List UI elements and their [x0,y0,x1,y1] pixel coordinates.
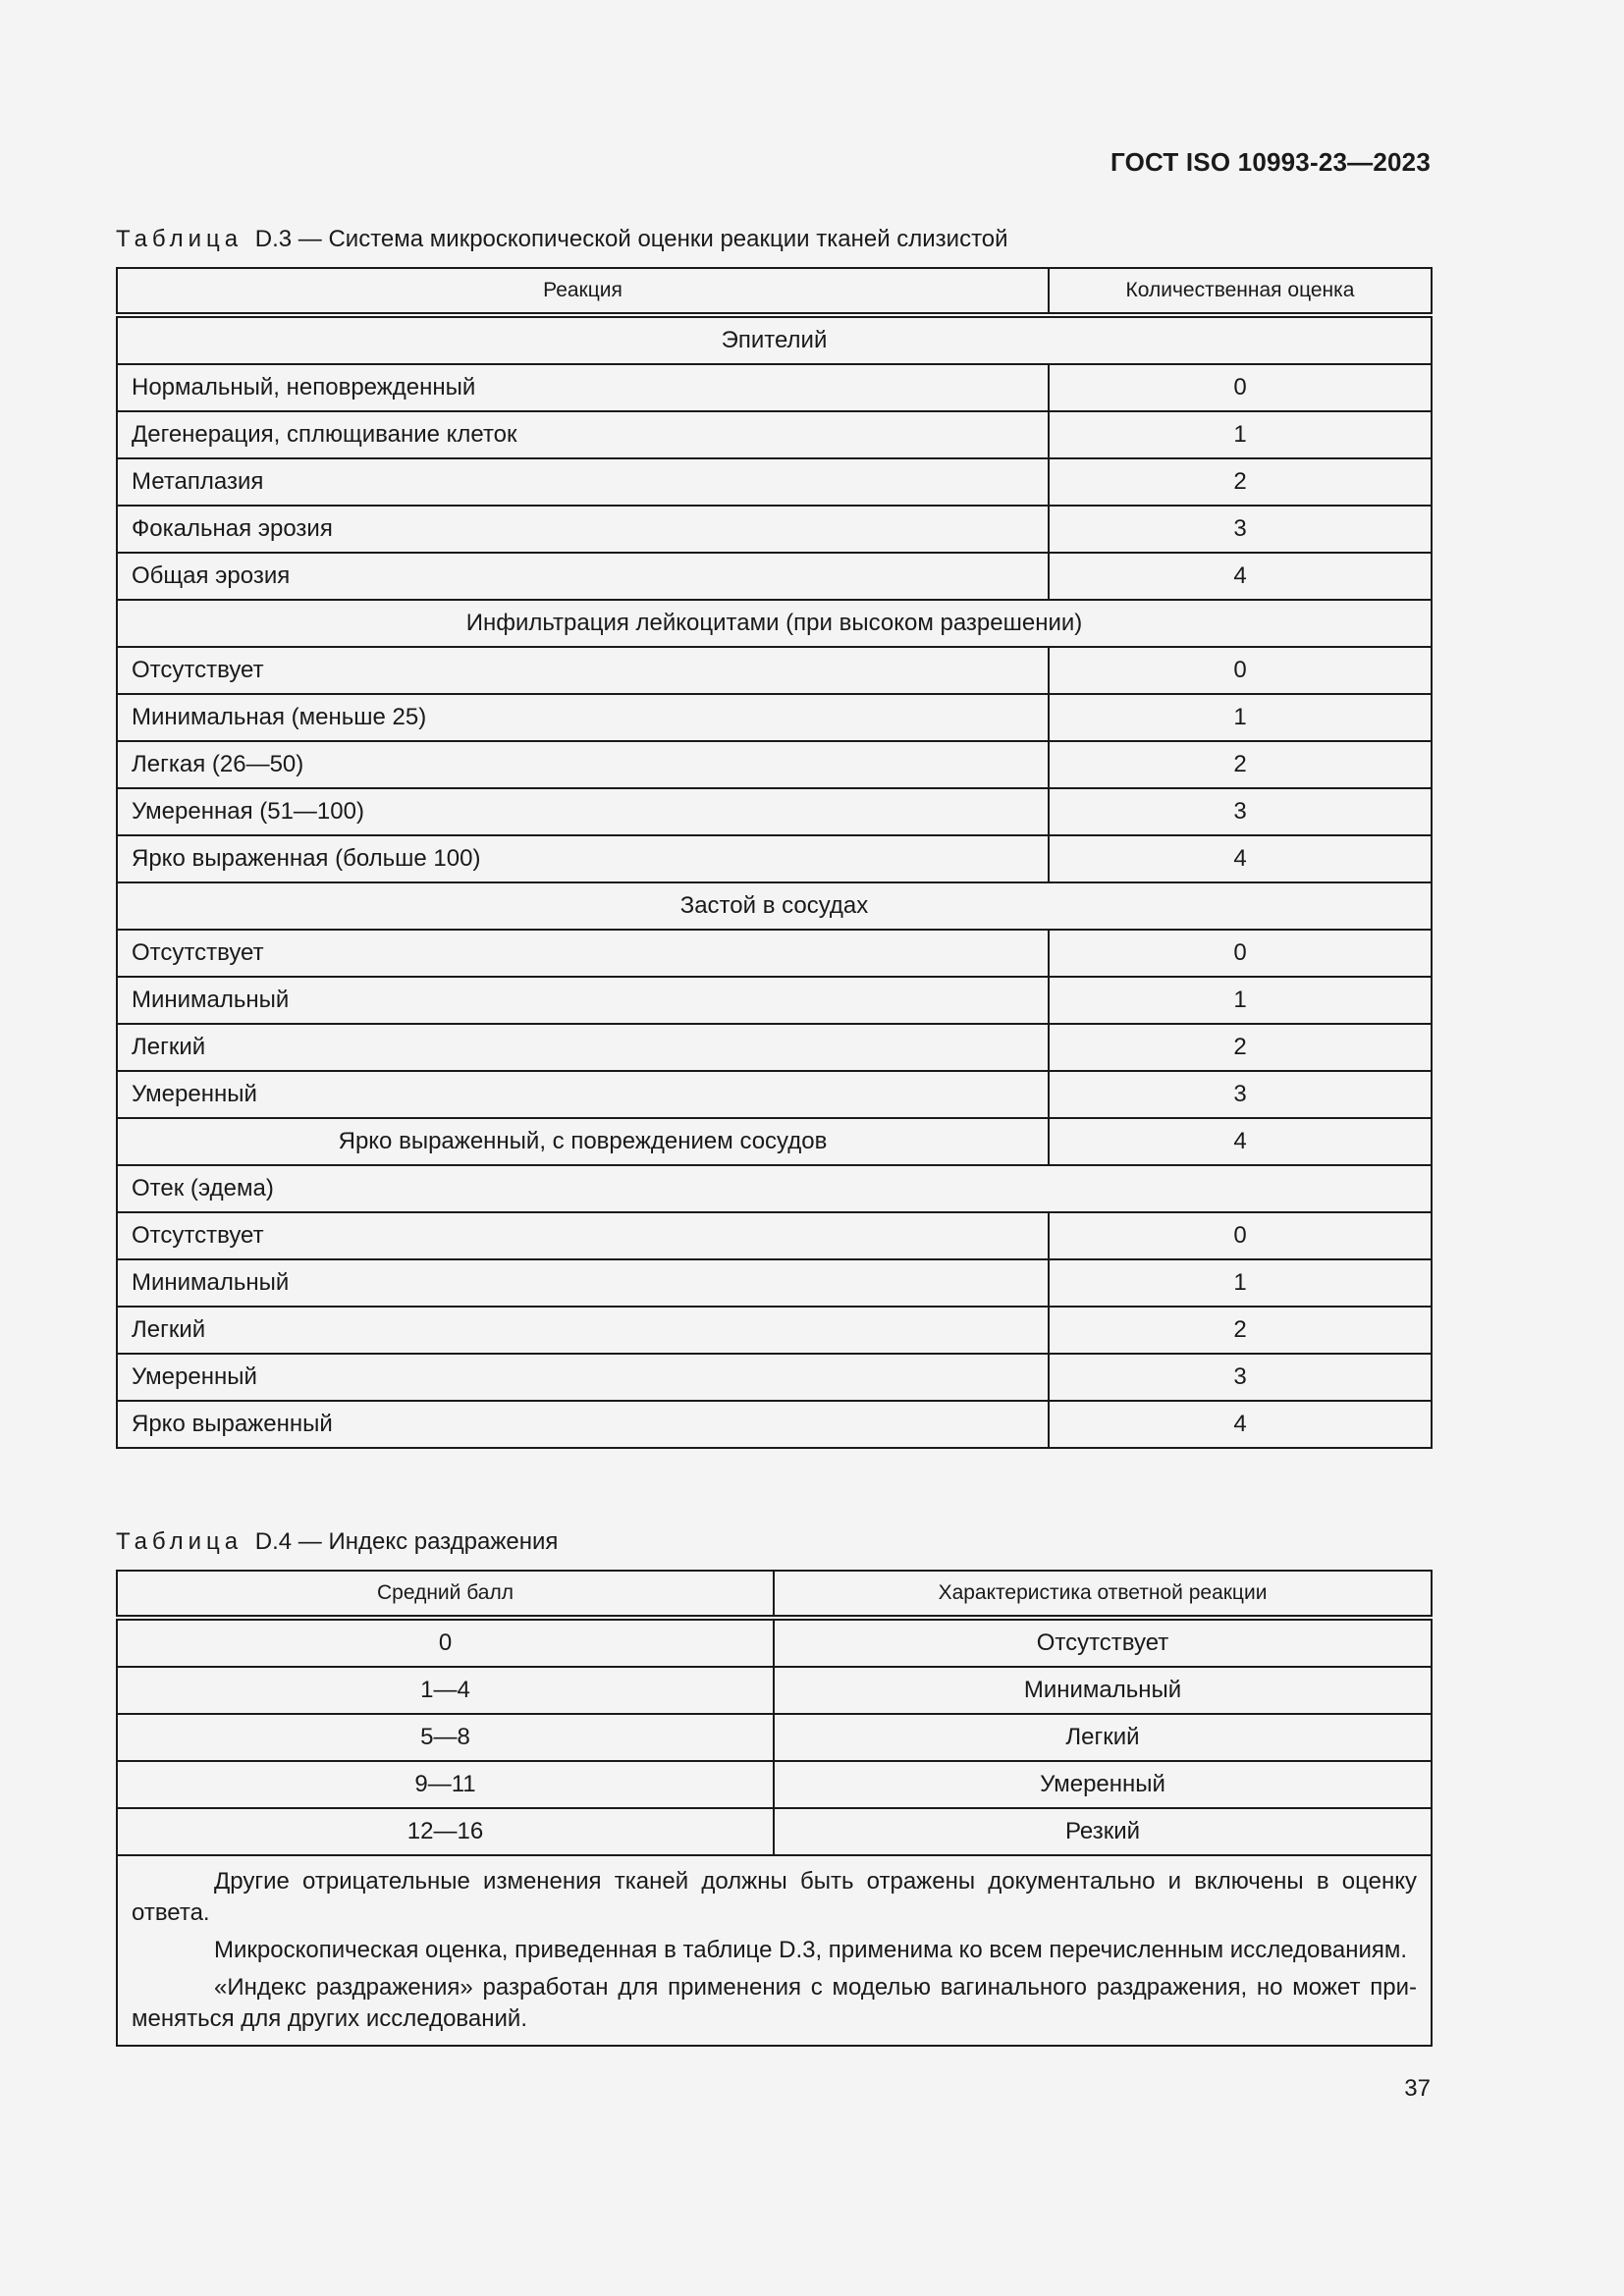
table-row [117,553,1432,600]
table-row [117,835,1432,882]
table-row [117,1714,1432,1761]
reaction-cell: Ярко выраженный [117,1401,1049,1448]
reaction-cell: Умеренный [117,1071,1049,1118]
reaction-cell: Нормальный, неповрежденный [117,364,1049,411]
score-cell: 3 [1049,506,1432,553]
reaction-cell: Ярко выраженный, с повреждением сосудов [117,1118,1049,1165]
table-row [117,930,1432,977]
table-row [117,1024,1432,1071]
reaction-cell: Минимальная (меньше 25) [117,694,1049,741]
score-cell: 4 [1049,1118,1432,1165]
section-title: Отек (эдема) [117,1165,1432,1212]
reaction-cell: Минимальный [117,977,1049,1024]
reaction-cell: Легкий [117,1024,1049,1071]
response-cell: Легкий [774,1714,1432,1761]
table-d3-caption-text: D.3 — Система микроскопической оценки реакции тканей слизистой [254,226,1008,252]
table-row [117,411,1432,458]
score-cell: 2 [1049,458,1432,506]
score-cell: 0 [1049,1212,1432,1259]
reaction-cell: Ярко выраженная (больше 100) [117,835,1049,882]
table-d3-caption [116,226,1008,253]
reaction-cell: Отсутствует [117,647,1049,694]
average-score-cell: 9—11 [117,1761,774,1808]
score-cell: 3 [1049,1071,1432,1118]
response-cell: Минимальный [774,1667,1432,1714]
reaction-cell: Умеренный [117,1354,1049,1401]
reaction-cell: Легкая (26—50) [117,741,1049,788]
score-cell: 3 [1049,1354,1432,1401]
table-row [117,364,1432,411]
section-row [117,315,1432,364]
table-row [117,1761,1432,1808]
column-header-score: Количественная оценка [1049,268,1432,315]
score-cell: 0 [1049,930,1432,977]
reaction-cell: Легкий [117,1307,1049,1354]
table-d4 [116,1570,1433,2047]
reaction-cell: Общая эрозия [117,553,1049,600]
table-row [117,694,1432,741]
table-row [117,1401,1432,1448]
section-title: Застой в сосудах [117,882,1432,930]
score-cell: 4 [1049,553,1432,600]
column-header-response: Характеристика ответной реакции [774,1571,1432,1618]
average-score-cell: 5—8 [117,1714,774,1761]
table-row [117,1618,1432,1667]
table-row [117,788,1432,835]
document-code: ГОСТ ISO 10993-23—2023 [1110,147,1431,177]
table-header-row [117,1571,1432,1618]
section-row [117,1165,1432,1212]
table-row [117,1071,1432,1118]
table-row [117,1118,1432,1165]
reaction-cell: Умеренная (51—100) [117,788,1049,835]
reaction-cell: Фокальная эрозия [117,506,1049,553]
table-row [117,1354,1432,1401]
average-score-cell: 12—16 [117,1808,774,1855]
reaction-cell: Метаплазия [117,458,1049,506]
reaction-cell: Дегенерация, сплющивание клеток [117,411,1049,458]
reaction-cell: Минимальный [117,1259,1049,1307]
note-paragraph: Микроскопическая оценка, приведенная в таблице D.3, применима ко всем перечисленным исследованиям. [214,1937,1408,1963]
table-row [117,458,1432,506]
section-title: Инфильтрация лейкоцитами (при высоком разрешении) [117,600,1432,647]
score-cell: 4 [1049,835,1432,882]
table-row [117,1667,1432,1714]
score-cell: 3 [1049,788,1432,835]
score-cell: 2 [1049,1024,1432,1071]
score-cell: 0 [1049,364,1432,411]
score-cell: 2 [1049,741,1432,788]
page-number: 37 [1404,2075,1431,2102]
note-paragraph: Другие отрицательные изменения тканей должны быть отражены документально и включены в оценку ответа. [132,1868,1417,1926]
table-row [117,1808,1432,1855]
column-header-average-score: Средний балл [117,1571,774,1618]
table-row [117,977,1432,1024]
table-d4-caption-text: D.4 — Индекс раздражения [254,1528,559,1555]
note-paragraph: «Индекс раздражения» разработан для применения с моделью вагинального раздражения, но может применяться для других исследований. [132,1974,1417,2032]
score-cell: 1 [1049,977,1432,1024]
score-cell: 1 [1049,411,1432,458]
response-cell: Отсутствует [774,1618,1432,1667]
reaction-cell: Отсутствует [117,930,1049,977]
score-cell: 2 [1049,1307,1432,1354]
score-cell: 4 [1049,1401,1432,1448]
table-row [117,1259,1432,1307]
response-cell: Резкий [774,1808,1432,1855]
score-cell: 1 [1049,1259,1432,1307]
score-cell: 0 [1049,647,1432,694]
average-score-cell: 1—4 [117,1667,774,1714]
score-cell: 1 [1049,694,1432,741]
section-title: Эпителий [117,315,1432,364]
table-row [117,647,1432,694]
table-header-row [117,268,1432,315]
section-row [117,882,1432,930]
notes-row [117,1855,1432,2046]
table-row [117,506,1432,553]
section-row [117,600,1432,647]
column-header-reaction: Реакция [117,268,1049,315]
table-d4-caption [116,1528,558,1556]
table-d4-caption-label: Таблица [116,1528,244,1555]
reaction-cell: Отсутствует [117,1212,1049,1259]
table-row [117,1212,1432,1259]
response-cell: Умеренный [774,1761,1432,1808]
table-notes [117,1855,1432,2046]
average-score-cell: 0 [117,1618,774,1667]
table-row [117,741,1432,788]
table-d3-caption-label: Таблица [116,226,244,252]
table-row [117,1307,1432,1354]
table-d3 [116,267,1433,1449]
